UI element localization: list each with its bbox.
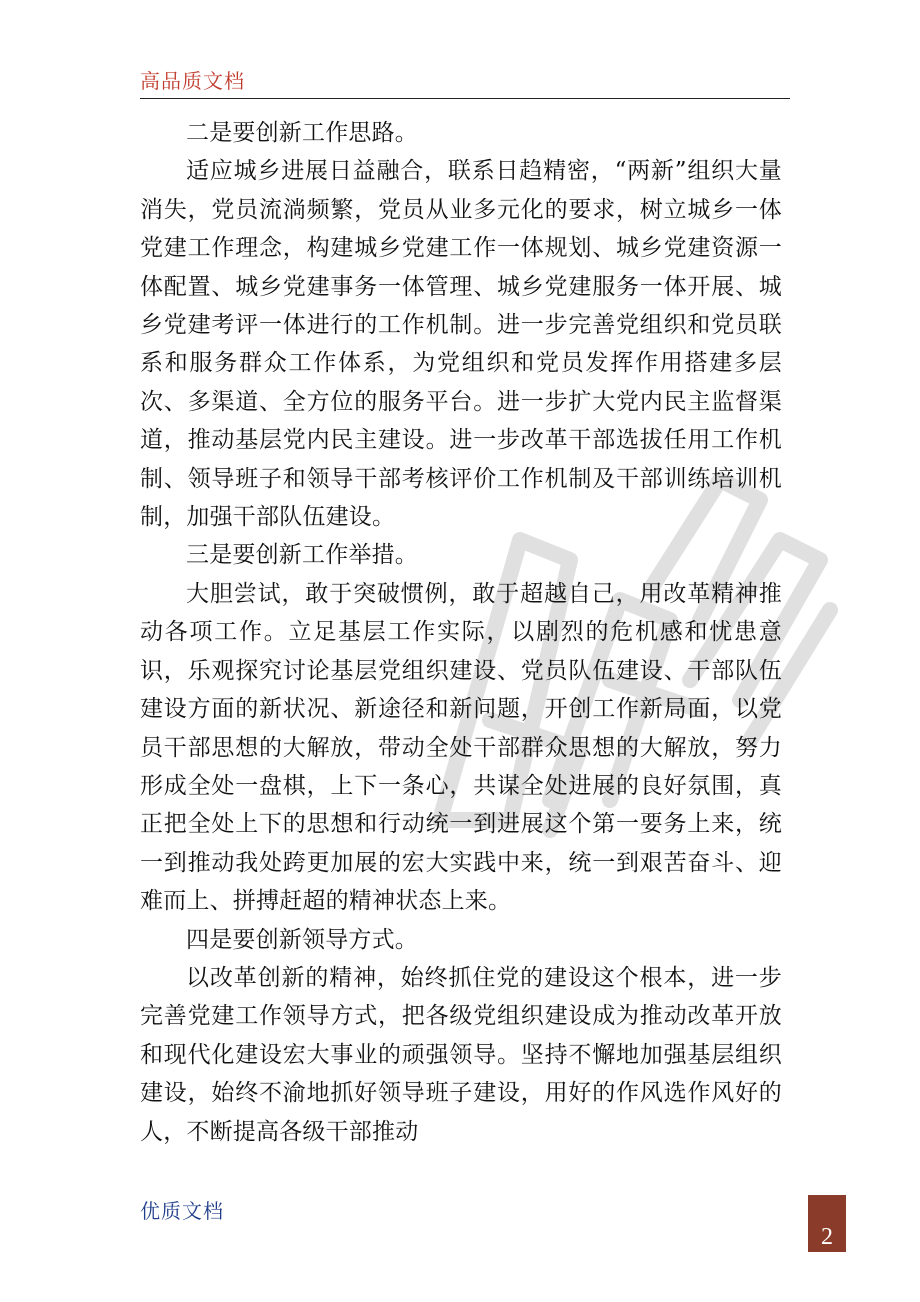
header-title: 高品质文档: [140, 69, 245, 93]
section-heading-3: 三是要创新工作举措。: [186, 542, 418, 569]
footer-title: 优质文档: [140, 1199, 224, 1223]
page-number-badge: [808, 1195, 846, 1252]
paragraph: 适应城乡进展日益融合，联系日趋精密，“两新”组织大量消失，党员流淌频繁，党员从业多元化的要求，树立城乡一体党建工作理念，构建城乡党建工作一体规划、城乡党建资源一体配置、城乡党建事务一体管理、城乡党建服务一体开展、城乡党建考评一体进行的工作机制。进一步完善党组织和党员联系和服务群众工作体系，为党组织和党员发挥作用搭建多层次、多渠道、全方位的服务平台。进一步扩大党内民主监督渠道，推动基层党内民主建设。进一步改革干部选拔任用工作机制、领导班子和领导干部考核评价工作机制及干部训练培训机制，加强干部队伍建设。: [140, 158, 782, 531]
document-body: [140, 114, 782, 1151]
page-header: [140, 68, 790, 99]
paragraph: 大胆尝试，敢于突破惯例，敢于超越自己，用改革精神推动各项工作。立足基层工作实际，以剧烈的危机感和忧患意识，乐观探究讨论基层党组织建设、党员队伍建设、干部队伍建设方面的新状况、新途径和新问题，开创工作新局面，以党员干部思想的大解放，带动全处干部群众思想的大解放，努力形成全处一盘棋，上下一条心，共谋全处进展的良好氛围，真正把全处上下的思想和行动统一到进展这个第一要务上来，统一到推动我处跨更加展的宏大实践中来，统一到艰苦奋斗、迎难而上、拼搏赶超的精神状态上来。: [140, 580, 782, 915]
page-number: 2: [821, 1224, 833, 1250]
section-heading-2: 二是要创新工作思路。: [186, 120, 418, 146]
paragraph: 以改革创新的精神，始终抓住党的建设这个根本，进一步完善党建工作领导方式，把各级党组织建设成为推动改革开放和现代化建设宏大事业的顽强领导。坚持不懈地加强基层组织建设，始终不渝地抓好领导班子建设，用好的作风选作风好的人，不断提高各级干部推动: [140, 964, 782, 1145]
section-heading-4: 四是要创新领导方式。: [186, 926, 418, 953]
